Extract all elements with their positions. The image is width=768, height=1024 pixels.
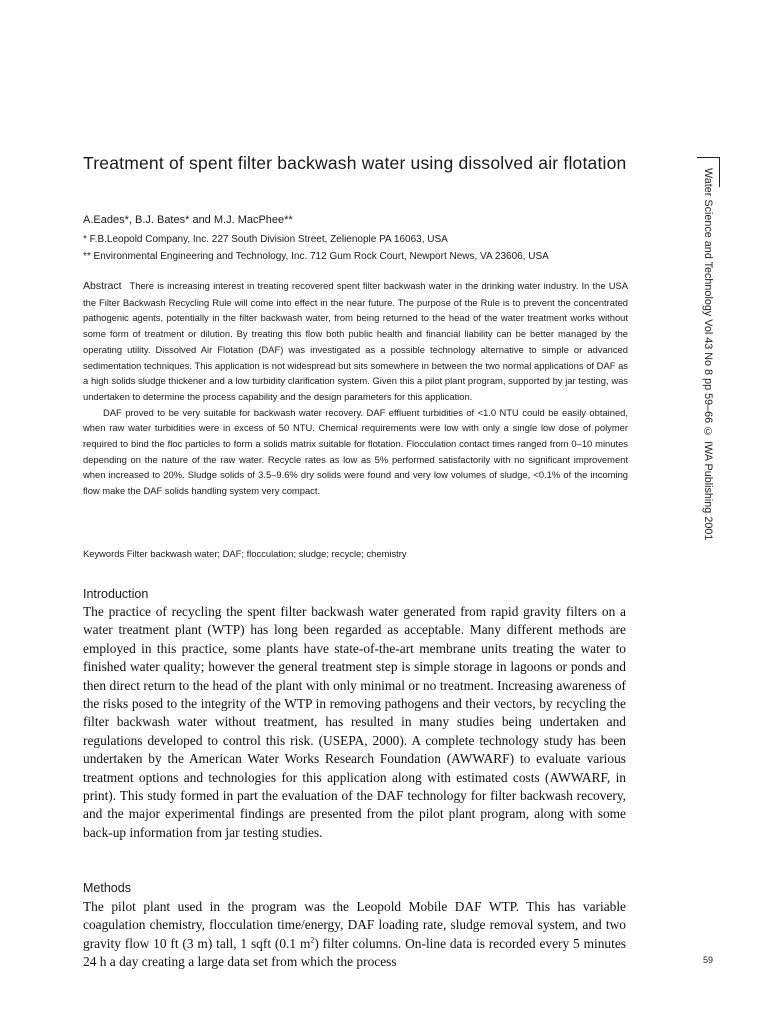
abstract-label: Abstract [83, 280, 122, 292]
page-number: 59 [703, 955, 714, 965]
methods-heading: Methods [83, 881, 131, 895]
affiliation-2: ** Environmental Engineering and Technology, Inc. 712 Gum Rock Court, Newport News, VA 23606, USA [83, 251, 549, 262]
keywords-label: Keywords [83, 548, 125, 559]
introduction-body: The practice of recycling the spent filter backwash water generated from rapid gravity filters on a water treatment plant (WTP) has long been regarded as acceptable. Many different methods are employed in this practice, some plants have state-of-the-art membrane units treating the water to finished water quality; however the general treatment step is simple storage in lagoons or ponds and then direct return to the head of the plant with only minimal or no treatment. Increasing awareness of the risks posed to the integrity of the WTP in removing pathogens and their vectors, by recycling the filter backwash water without treatment, has resulted in many studies being undertaken and regulations developed to control this risk. (USEPA, 2000). A complete technology study has been undertaken by the American Water Works Research Foundation (AWWARF) to evaluate various treatment options and technologies for this application along with estimated costs (AWWARF, in print). This study formed in part the evaluation of the DAF technology for filter backwash recovery, and the major experimental findings are presented from the pilot plant program, along with some back-up information from jar testing studies. [83, 604, 626, 840]
author-list: A.Eades*, B.J. Bates* and M.J. MacPhee** [83, 214, 293, 226]
sidebar-rule-horizontal [697, 157, 720, 158]
methods-text-a: The pilot plant used in the program was the Leopold Mobile DAF WTP. This has variable coagulation chemistry, flocculation time/energy, DAF loading rate, sludge removal system, and two gravity flow 10 ft (3 m) tall, 1 sqft (0.1 m [83, 899, 626, 951]
methods-text-b: ) filter columns. On-line data is recorded every 5 minutes 24 h a day creating a large data set from which the process [83, 935, 626, 970]
keywords [83, 546, 628, 561]
keywords-text: Filter backwash water; DAF; flocculation; sludge; recycle; chemistry [126, 548, 407, 559]
methods-body [83, 898, 626, 972]
abstract-text-1: There is increasing interest in treating recovered spent filter backwash water in the drinking water industry. In the USA the Filter Backwash Recycling Rule will come into effect in the near future. The purpose of the Rule is to prevent the concentrated pathogenic agents, potentially in the filter backwash water, from being returned to the head of the water treatment works without some form of treatment or dilution. By treating this flow both public health and financial liability can be better managed by the operating utility. Dissolved Air Flotation (DAF) was investigated as a possible technology alternative to simple or advanced sedimentation techniques. This application is not widespread but sits somewhere in between the two normal applications of DAF as a high solids sludge thickener and a low turbidity clarification system. Given this a pilot plant program, supported by jar testing, was undertaken to determine the process capability and the design parameters for this application. [83, 280, 628, 402]
introduction-heading: Introduction [83, 587, 149, 601]
sidebar-rule-vertical [719, 157, 720, 187]
abstract [83, 278, 628, 499]
abstract-paragraph-2: DAF proved to be very suitable for backwash water recovery. DAF effluent turbidities of <1.0 NTU could be easily obtained, when raw water turbidities were in excess of 50 NTU. Chemical requirements were low with only a single low dose of polymer required to bind the floc particles to form a solids matrix suitable for flotation. Flocculation contact times ranged from 0–10 minutes depending on the nature of the raw water. Recycle rates as low as 5% performed satisfactorily with no significant improvement when increased to 20%. Sludge solids of 3.5–9.6% dry solids were found and very low volumes of sludge, <0.1% of the incoming flow make the DAF solids handling system very compact. [83, 406, 628, 497]
abstract-paragraph-1 [83, 278, 628, 405]
affiliation-1: * F.B.Leopold Company, Inc. 227 South Division Street, Zelienople PA 16063, USA [83, 234, 448, 245]
superscript-2: 2 [310, 935, 315, 945]
paper-title: Treatment of spent filter backwash water using dissolved air flotation [83, 153, 627, 173]
journal-citation-sidebar: Water Science and Technology Vol 43 No 8 pp 59–66 © IWA Publishing 2001 [702, 168, 714, 541]
